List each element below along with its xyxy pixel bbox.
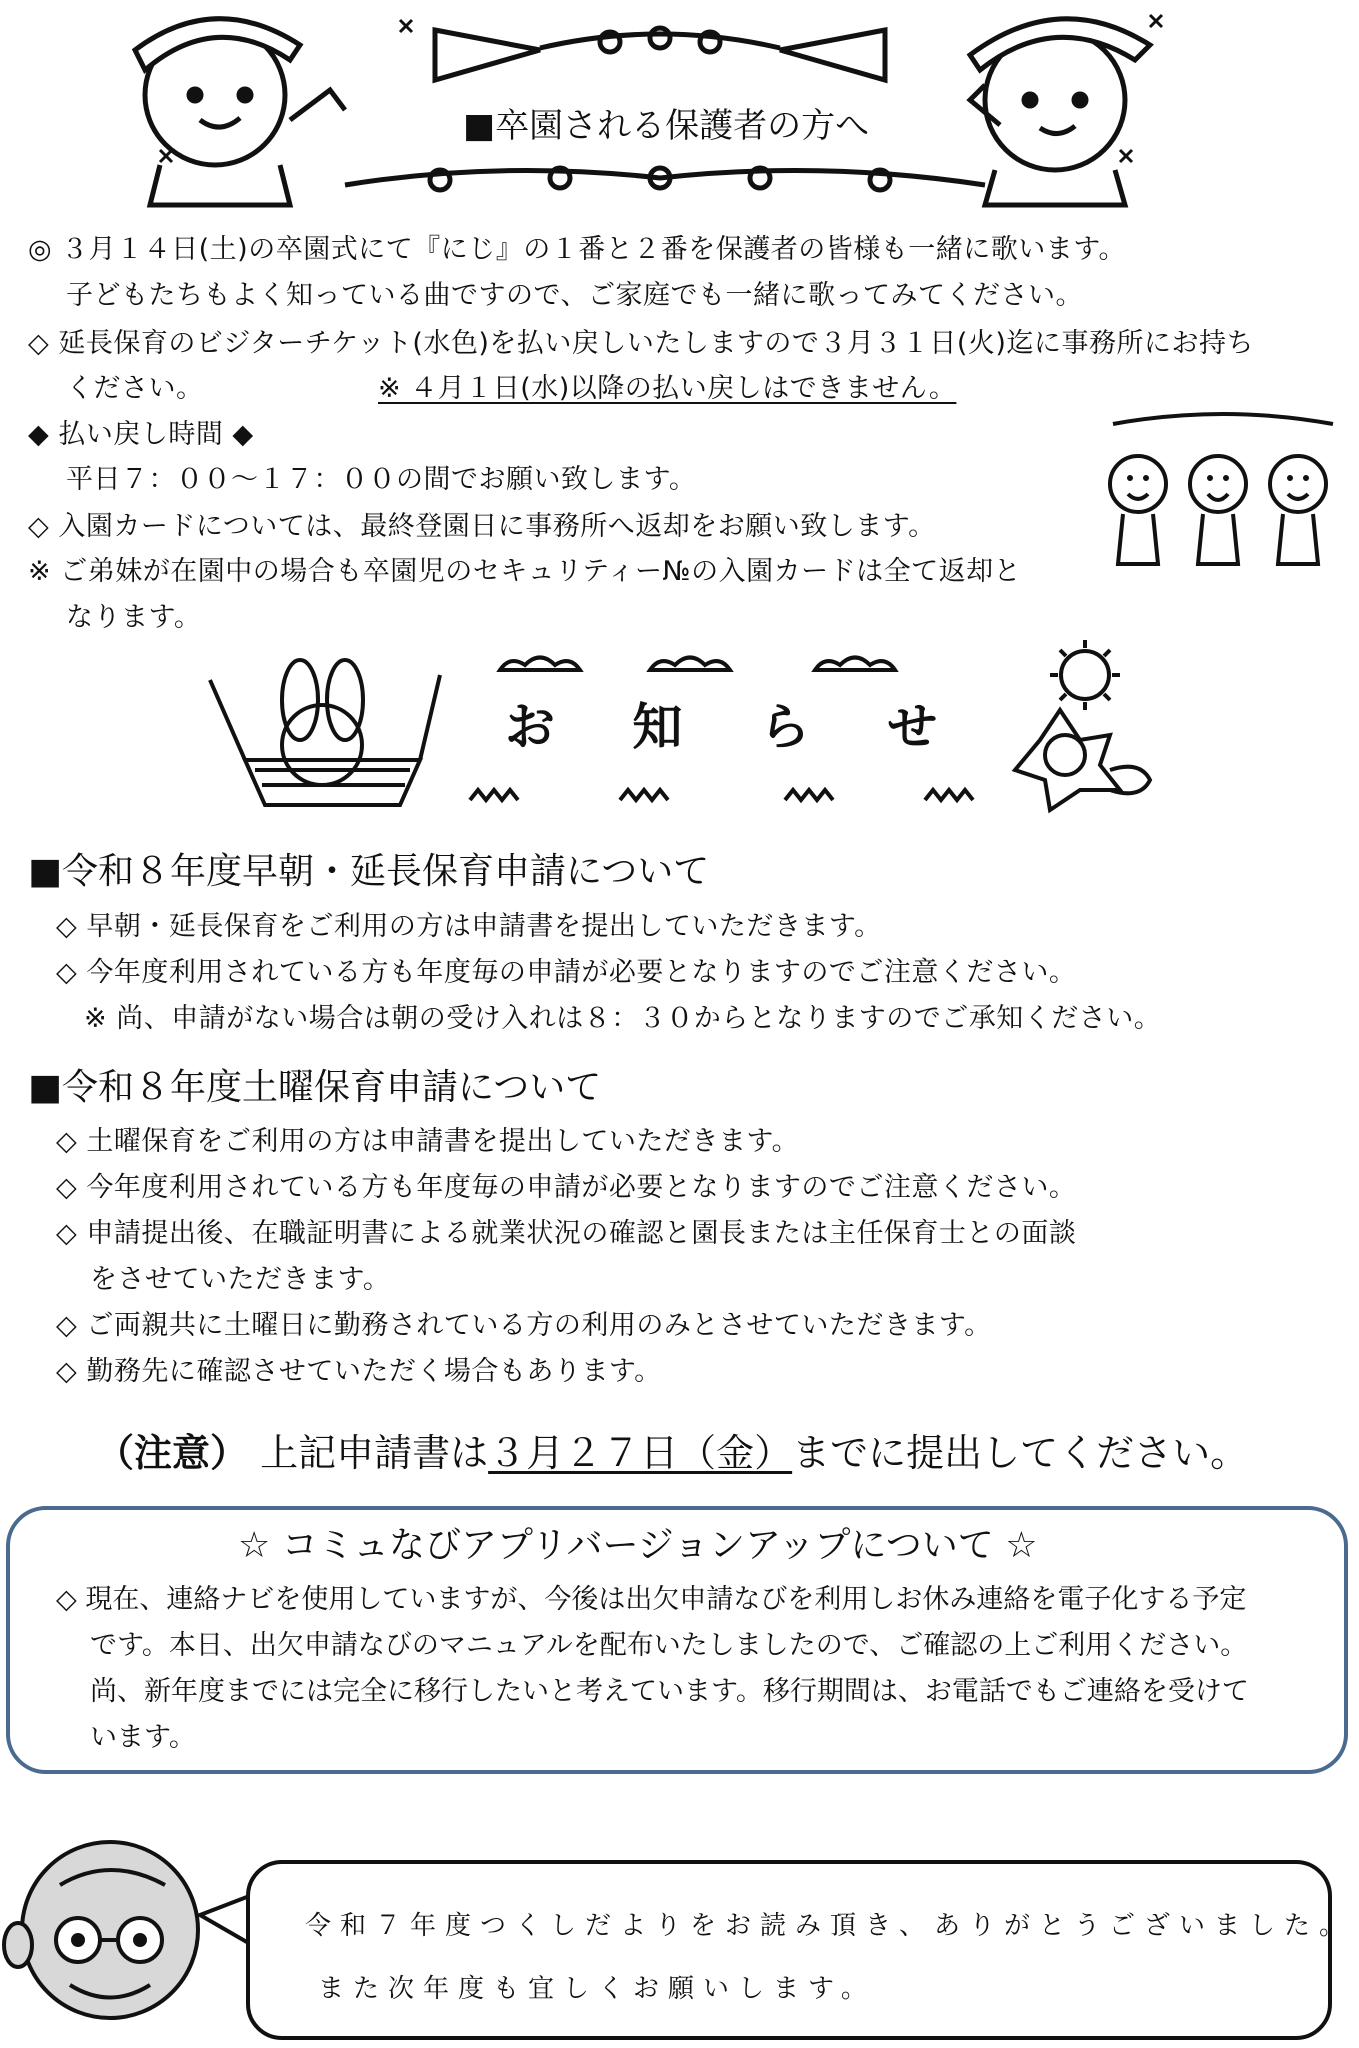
early-extended-item-2: ◇ 今年度利用されている方も年度毎の申請が必要となりますのでご注意ください。 — [56, 957, 1077, 988]
early-extended-item-1: ◇ 早朝・延長保育をご利用の方は申請書を提出していただきます。 — [56, 911, 882, 942]
sibling-note-line-2: なります。 — [66, 602, 202, 633]
app-update-line-1: ◇ 現在、連絡ナビを使用していますが、今後は出欠申請なびを利用しお休み連絡を電子化する予定 — [56, 1584, 1247, 1615]
early-extended-note: ※ 尚、申請がない場合は朝の受け入れは８：３０からとなりますのでご承知ください。 — [84, 1003, 1162, 1034]
refund-hours-heading: ◆ 払い戻し時間 ◆ — [28, 419, 254, 450]
early-extended-heading: ■令和８年度早朝・延長保育申請について — [28, 851, 710, 892]
graduation-line-2: 子どもたちもよく知っている曲ですので、ご家庭でも一緒に歌ってみてください。 — [66, 280, 1083, 311]
closing-line-2: また次年度も宜しくお願いします。 — [318, 1974, 876, 2004]
app-update-title: ☆ コミュなびアプリバージョンアップについて ☆ — [238, 1525, 1038, 1566]
saturday-item-3: ◇ 申請提出後、在職証明書による就業状況の確認と園長または主任保育士との面談 — [56, 1218, 1077, 1249]
saturday-item-2: ◇ 今年度利用されている方も年度毎の申請が必要となりますのでご注意ください。 — [56, 1172, 1077, 1203]
saturday-heading: ■令和８年度土曜保育申請について — [28, 1067, 602, 1108]
app-update-line-3: 尚、新年度までには完全に移行したいと考えています。移行期間は、お電話でもご連絡を受けて — [90, 1676, 1249, 1707]
banner-title: ■卒園される保護者の方へ — [463, 106, 870, 146]
caution-label: （注意） — [96, 1431, 249, 1475]
graduation-line-1: ◎ ３月１４日(土)の卒園式にて『にじ』の１番と２番を保護者の皆様も一緒に歌います。 — [28, 234, 1127, 265]
app-update-line-4: います。 — [90, 1722, 196, 1753]
closing-speech-bubble — [246, 1860, 1332, 2040]
sibling-note-line-1: ※ ご弟妹が在園中の場合も卒園児のセキュリティー№の入園カードは全て返却と — [28, 556, 1022, 587]
refund-hours: 平日７：００～１７：００の間でお願い致します。 — [66, 464, 697, 495]
caution-text-before: 上記申請書は — [260, 1431, 489, 1475]
caution-line — [96, 1428, 1248, 1478]
saturday-item-3-cont: をさせていただきます。 — [90, 1264, 391, 1295]
saturday-item-1: ◇ 土曜保育をご利用の方は申請書を提出していただきます。 — [56, 1126, 800, 1157]
graduation-line-4: ください。 — [66, 373, 204, 404]
entry-card-line: ◇ 入園カードについては、最終登園日に事務所へ返却をお願い致します。 — [28, 511, 936, 542]
caution-deadline: ３月２７日（金） — [488, 1431, 793, 1475]
caution-text-after: までに提出してください。 — [792, 1431, 1249, 1475]
grandpa-illustration — [0, 1825, 230, 2045]
singing-children-illustration — [1108, 404, 1338, 574]
app-update-line-2: です。本日、出欠申請なびのマニュアルを配布いたしましたので、ご確認の上ご利用ください。 — [90, 1630, 1248, 1661]
graduation-line-3: ◇ 延長保育のビジターチケット(水色)を払い戻しいたしますので３月３１日(火)迄に事務所にお持ち — [28, 328, 1254, 359]
saturday-item-4: ◇ ご両親共に土曜日に勤務されている方の利用のみとさせていただきます。 — [56, 1310, 992, 1341]
saturday-item-5: ◇ 勤務先に確認させていただく場合もあります。 — [56, 1356, 662, 1387]
refund-deadline-note: ※ ４月１日(水)以降の払い戻しはできません。 — [378, 373, 957, 404]
notice-banner-title: お 知 ら せ — [505, 698, 968, 756]
closing-line-1: 令和７年度つくしだよりをお読み頂き、ありがとうございました。 — [305, 1911, 1354, 1941]
